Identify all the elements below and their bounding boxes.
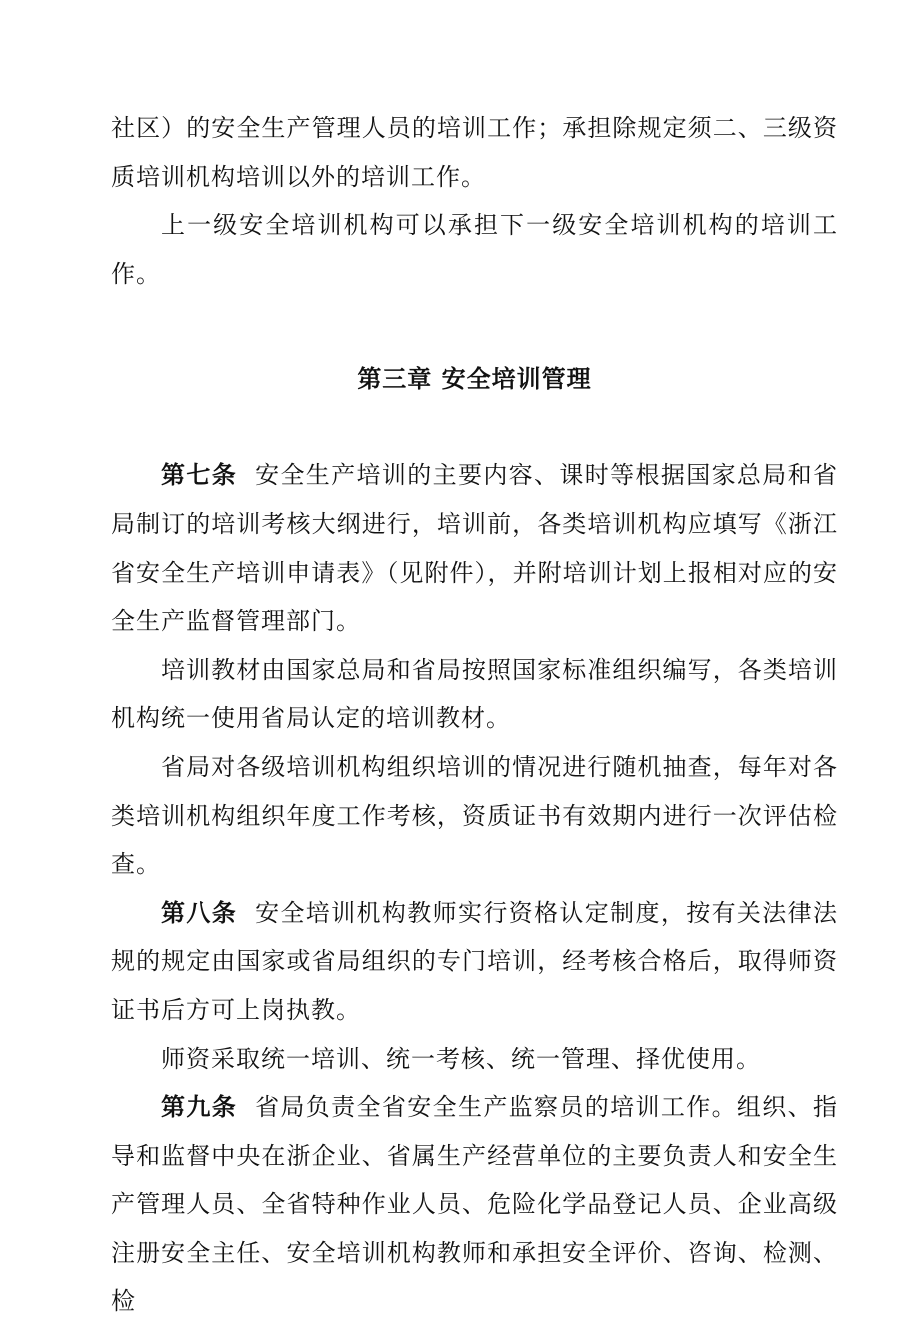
paragraph-upper-level-training: 上一级安全培训机构可以承担下一级安全培训机构的培训工作。 xyxy=(111,211,838,288)
article-9-text: 省局负责全省安全生产监察员的培训工作。组织、指导和监督中央在浙企业、省属生产经营单位的主要负责人和安全生产管理人员、全省特种作业人员、危险化学品登记人员、企业高级注册安全主任、安全培训机构教师和承担安全评价、咨询、检测、检 xyxy=(111,1093,839,1316)
article-8-text: 安全培训机构教师实行资格认定制度，按有关法律法规的规定由国家或省局组织的专门培训，经考核合格后，取得师资证书后方可上岗执教。 xyxy=(111,898,839,1024)
article-8-number: 第八条 xyxy=(161,898,238,927)
paragraph-teachers: 师资采取统一培训、统一考核、统一管理、择优使用。 xyxy=(161,1044,761,1073)
paragraph-intro-continuation: 社区）的安全生产管理人员的培训工作；承担除规定须二、三级资质培训机构培训以外的培训工作。 xyxy=(111,114,838,191)
chapter-title: 第三章 安全培训管理 xyxy=(357,365,592,394)
document-page xyxy=(111,104,838,1326)
article-7-text: 安全生产培训的主要内容、课时等根据国家总局和省局制订的培训考核大纲进行，培训前，各类培训机构应填写《浙江省安全生产培训申请表》（见附件），并附培训计划上报相对应的安全生产监督管理部门。 xyxy=(111,461,839,636)
article-8 xyxy=(111,889,838,1035)
paragraph-textbooks: 培训教材由国家总局和省局按照国家标准组织编写，各类培训机构统一使用省局认定的培训教材。 xyxy=(111,655,838,733)
article-7 xyxy=(111,451,838,645)
article-9 xyxy=(111,1083,838,1326)
article-9-number: 第九条 xyxy=(161,1093,238,1122)
article-7-number: 第七条 xyxy=(161,461,238,490)
paragraph-inspection: 省局对各级培训机构组织培训的情况进行随机抽查，每年对各类培训机构组织年度工作考核，资质证书有效期内进行一次评估检查。 xyxy=(111,752,838,879)
